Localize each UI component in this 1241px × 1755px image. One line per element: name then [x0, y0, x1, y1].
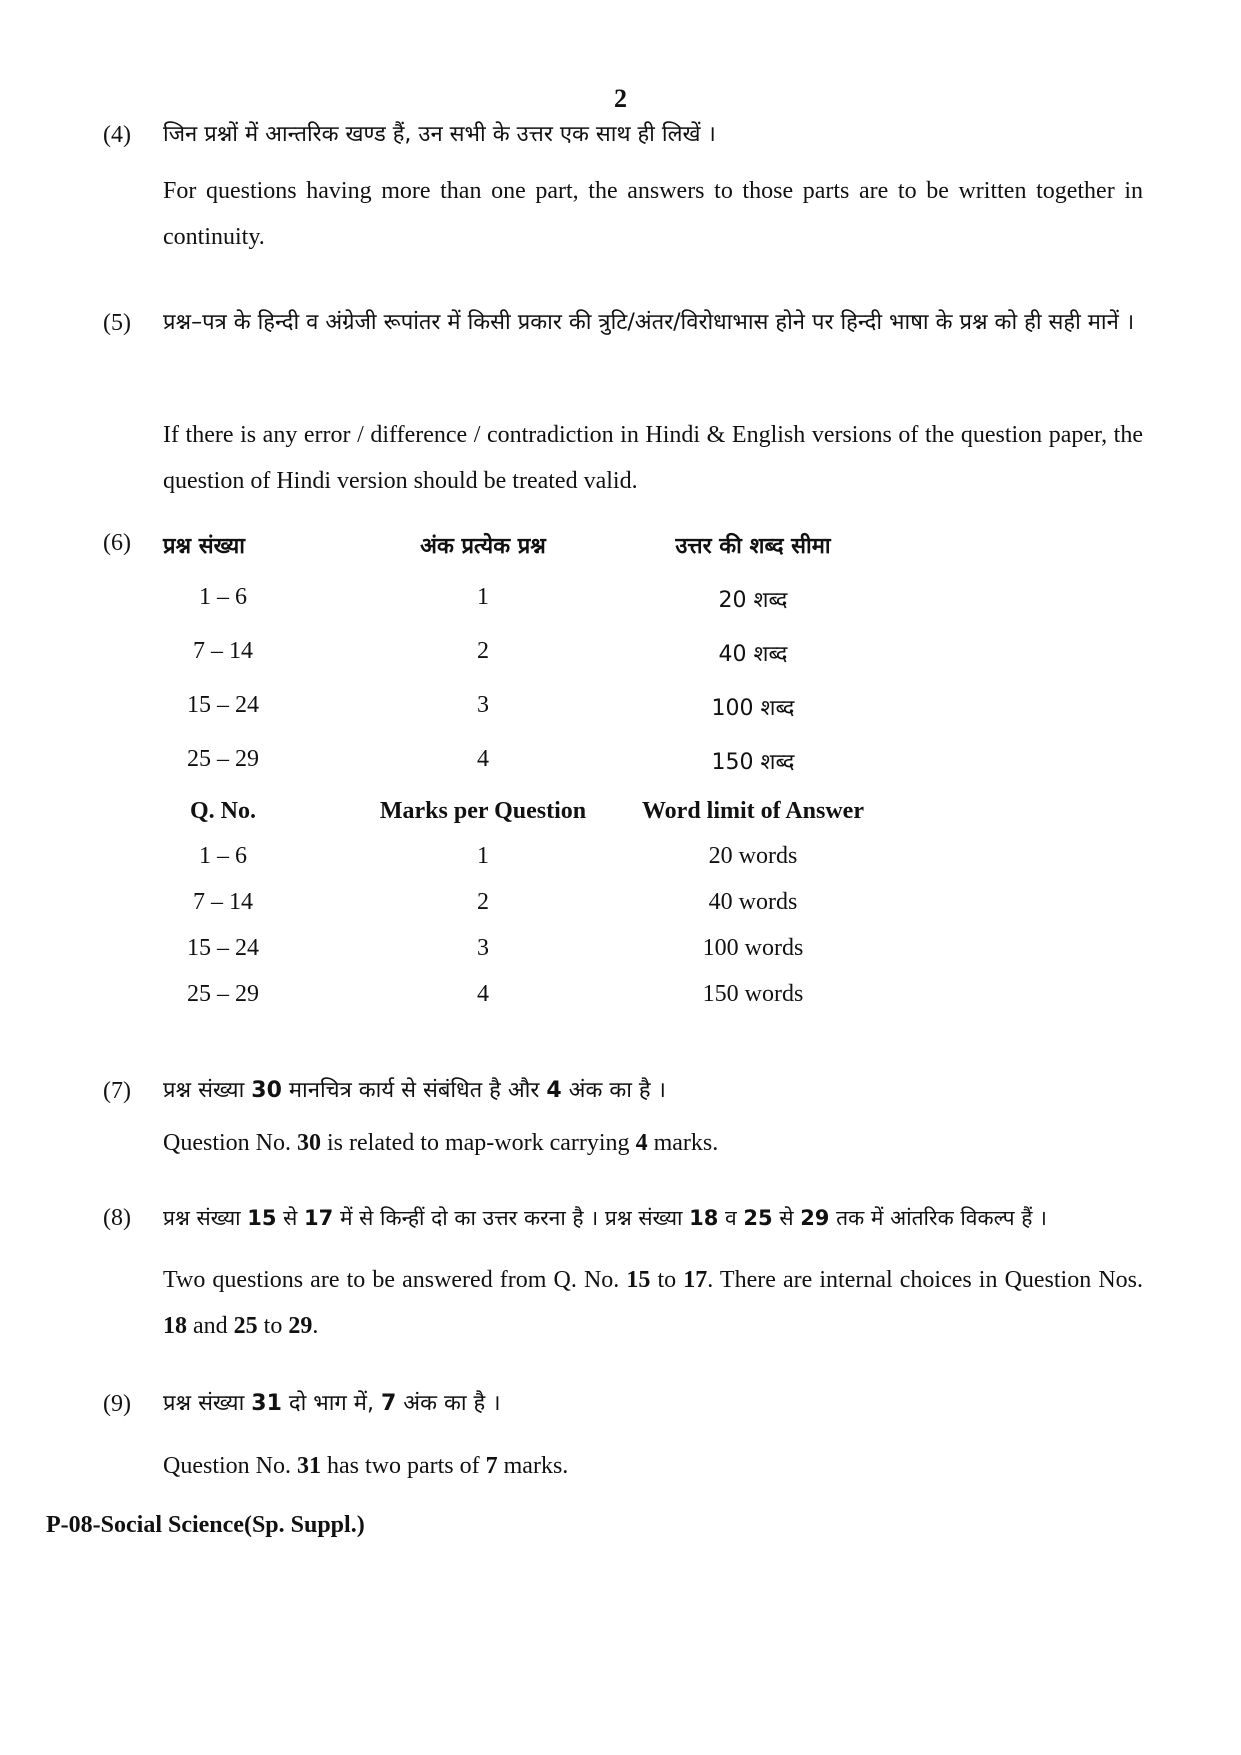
cell-marks: 2	[477, 889, 489, 915]
table-row	[103, 746, 1143, 786]
cell-wordlimit: 100 words	[702, 935, 804, 961]
item-number: (5)	[103, 310, 131, 336]
cell-marks: 3	[477, 692, 489, 718]
table-row	[103, 843, 1143, 883]
cell-marks: 4	[477, 981, 489, 1007]
cell-wordlimit: 150 words	[702, 981, 804, 1007]
table-row	[103, 981, 1143, 1021]
cell-wordlimit: 150 शब्द	[711, 750, 795, 775]
item-number: (9)	[103, 1391, 131, 1417]
cell-qno: 1 – 6	[199, 843, 247, 869]
instruction-english: For questions having more than one part, the answers to those parts are to be written together in continuity.	[163, 178, 1143, 250]
item-number: (4)	[103, 122, 131, 148]
cell-qno: 15 – 24	[187, 935, 259, 961]
instruction-6-marks-table	[103, 530, 1143, 1030]
instruction-hindi: प्रश्न संख्या 30 मानचित्र कार्य से संबंधित है और 4 अंक का है ।	[163, 1078, 666, 1103]
table-row	[103, 692, 1143, 732]
instruction-hindi: प्रश्न–पत्र के हिन्दी व अंग्रेजी रूपांतर में किसी प्रकार की त्रुटि/अंतर/विरोधाभास होने पर हिन्दी भाषा के प्रश्न को ही सही मानें ।	[163, 310, 1135, 335]
english-table-header	[103, 798, 1143, 838]
cell-qno: 25 – 29	[187, 981, 259, 1007]
cell-wordlimit: 40 शब्द	[718, 642, 788, 667]
table-row	[103, 584, 1143, 624]
header-qno: Q. No.	[190, 798, 256, 824]
header-marks: Marks per Question	[379, 798, 587, 824]
instruction-hindi: प्रश्न संख्या 15 से 17 में से किन्हीं दो का उत्तर करना है । प्रश्न संख्या 18 व 25 से 29 तक में आंतरिक विकल्प हैं ।	[163, 1206, 1048, 1230]
cell-qno: 7 – 14	[193, 889, 253, 915]
cell-qno: 15 – 24	[187, 692, 259, 718]
cell-qno: 1 – 6	[199, 584, 247, 610]
cell-qno: 7 – 14	[193, 638, 253, 664]
instruction-english: Question No. 31 has two parts of 7 marks.	[163, 1453, 569, 1479]
instruction-hindi: जिन प्रश्नों में आन्तरिक खण्ड हैं, उन सभी के उत्तर एक साथ ही लिखें ।	[163, 122, 716, 147]
table-row	[103, 935, 1143, 975]
cell-wordlimit: 20 शब्द	[718, 588, 788, 613]
table-row	[103, 638, 1143, 678]
instruction-english: Two questions are to be answered from Q. No. 15 to 17. There are internal choices in Question Nos. 18 and 25 to 29.	[163, 1267, 1143, 1339]
page-number: 2	[614, 84, 627, 113]
cell-qno: 25 – 29	[187, 746, 259, 772]
cell-marks: 2	[477, 638, 489, 664]
item-number: (8)	[103, 1205, 131, 1231]
header-qno-hindi: प्रश्न संख्या	[163, 534, 245, 559]
header-wordlimit-hindi: उत्तर की शब्द सीमा	[675, 534, 831, 559]
paper-code-footer: P-08-Social Science(Sp. Suppl.)	[46, 1512, 365, 1538]
instruction-hindi: प्रश्न संख्या 31 दो भाग में, 7 अंक का है ।	[163, 1391, 501, 1416]
cell-marks: 1	[477, 584, 489, 610]
cell-marks: 1	[477, 843, 489, 869]
table-row	[103, 889, 1143, 929]
cell-wordlimit: 20 words	[708, 843, 798, 869]
header-marks-hindi: अंक प्रत्येक प्रश्न	[420, 534, 546, 559]
item-number: (6)	[103, 530, 131, 556]
hindi-table-header	[103, 530, 1143, 570]
cell-marks: 4	[477, 746, 489, 772]
cell-wordlimit: 40 words	[708, 889, 798, 915]
item-number: (7)	[103, 1078, 131, 1104]
cell-marks: 3	[477, 935, 489, 961]
cell-wordlimit: 100 शब्द	[711, 696, 795, 721]
instruction-english: Question No. 30 is related to map-work carrying 4 marks.	[163, 1130, 719, 1156]
header-wordlimit: Word limit of Answer	[642, 798, 864, 824]
instruction-english: If there is any error / difference / contradiction in Hindi & English versions of the question paper, the question of Hindi version should be treated valid.	[163, 422, 1143, 494]
